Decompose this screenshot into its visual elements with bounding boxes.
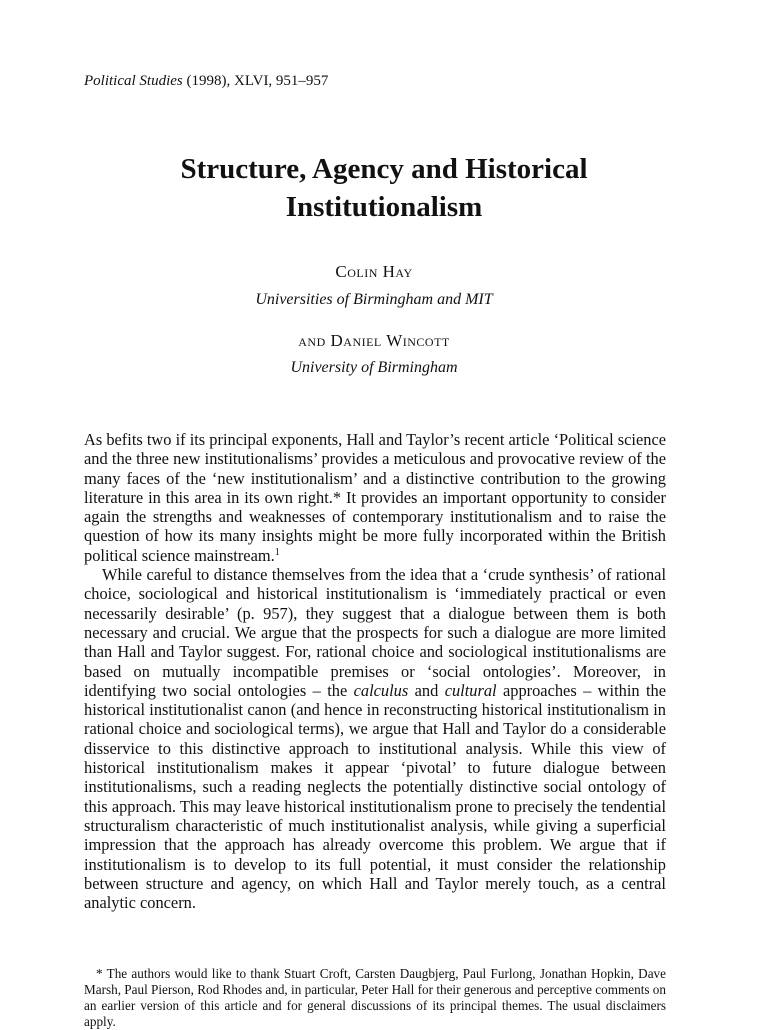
title-line-1: Structure, Agency and Historical	[180, 153, 588, 185]
paragraph-2-text-a: While careful to distance themselves from the idea that a ‘crude synthesis’ of rational choice, sociological and historical institutionalism is ‘immediately practical or even necessarily desirable’ (p. 957), they suggest that a dialogue between them is both necessary and crucial. We argue that the prospects for such a dialogue are more limited than Hall and Taylor suggest. For, rational choice and sociological institutionalisms are based on mutually incompatible premises or ‘social ontologies’. Moreover, in identifying two social ontologies – the	[84, 565, 666, 700]
term-calculus: calculus	[353, 680, 409, 700]
journal-citation	[84, 71, 328, 91]
author-name-1: Colin Hay	[335, 262, 413, 281]
endnote-marker: 1	[274, 546, 280, 558]
paragraph-2-text-b: and	[408, 680, 445, 700]
journal-name: Political Studies	[84, 73, 183, 89]
term-cultural: cultural	[444, 680, 497, 700]
article-body	[84, 430, 666, 912]
author-name-2: and Daniel Wincott	[298, 331, 450, 350]
acknowledgement-footnote: * The authors would like to thank Stuart Croft, Carsten Daugbjerg, Paul Furlong, Jonathan Hopkin, Dave Marsh, Paul Pierson, Rod Rhodes and, in particular, Peter Hall for their generous and perceptive comments on an earlier version of this article and for general discussions of its principal themes. The usual disclaimers apply.	[84, 966, 666, 1029]
paragraph-2	[84, 565, 666, 912]
author-affiliation-2: University of Birmingham	[290, 359, 458, 376]
article-title	[0, 150, 768, 226]
paragraph-1	[84, 430, 666, 565]
title-line-2: Institutionalism	[285, 191, 483, 223]
journal-volume-pages: (1998), XLVI, 951–957	[182, 73, 329, 89]
author-affiliation-1: Universities of Birmingham and MIT	[255, 291, 493, 308]
paragraph-2-text-c: approaches – within the historical institutionalist canon (and hence in reconstructing historical institutionalism in rational choice and sociological terms), we argue that Hall and Taylor do a considerable disservice to this distinctive approach to institutional analysis. While this view of historical institutionalism makes it appear ‘pivotal’ to future dialogue between institutionalisms, such a reading neglects the potentially distinctive social ontology of this approach. This may leave historical institutionalism prone to precisely the tendential structuralism characteristic of much institutionalist analysis, while giving a superficial impression that the approach has already overcome this problem. We argue that if institutionalism is to develop to its full potential, it must consider the relationship between structure and agency, on which Hall and Taylor merely touch, as a central analytic concern.	[84, 680, 666, 913]
paragraph-1-text: As befits two if its principal exponents, Hall and Taylor’s recent article ‘Political science and the three new institutionalisms’ provides a meticulous and provocative review of the many faces of the ‘new institutionalism’ and a distinctive contribution to the growing literature in this area in its own right.* It provides an important opportunity to consider again the strengths and weaknesses of contemporary institutionalism and to raise the question of how its many insights might be more fully incorporated within the British political science mainstream.	[84, 430, 666, 565]
